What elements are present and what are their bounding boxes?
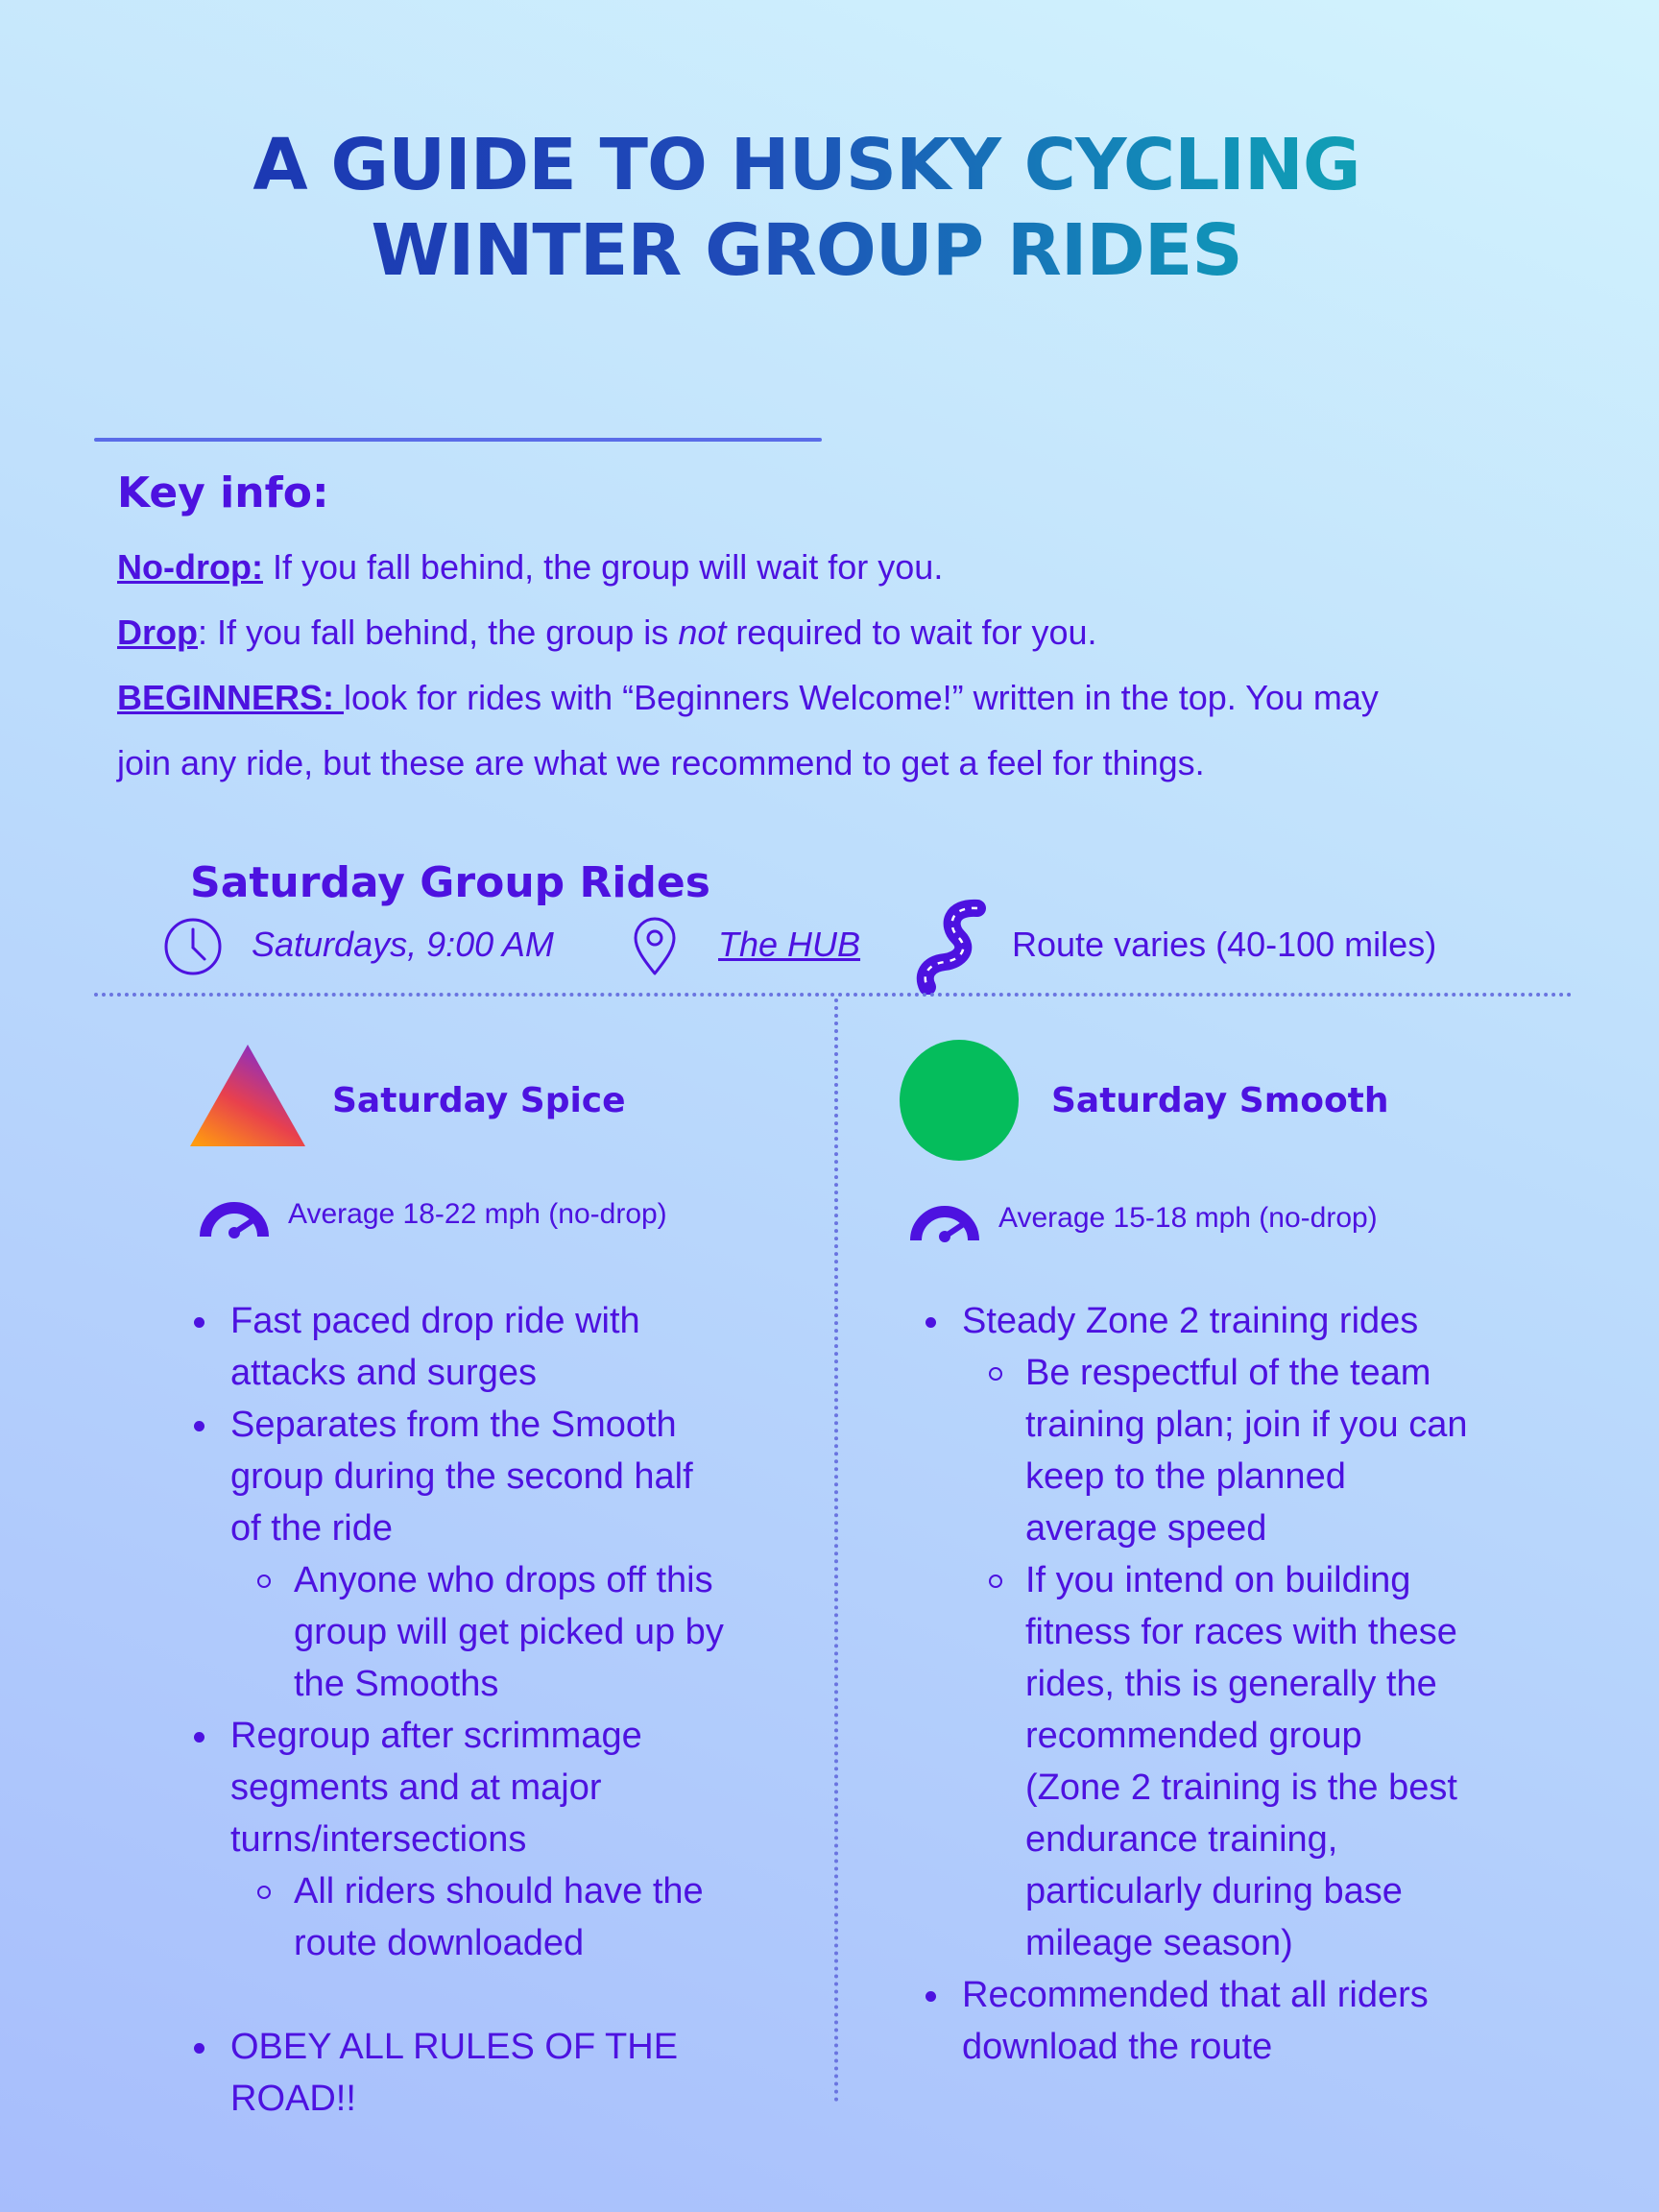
beginners-term: BEGINNERS: (117, 678, 345, 717)
speedometer-icon (906, 1189, 983, 1244)
drop-emphasis: not (678, 613, 727, 652)
drop-text-before: : If you fall behind, the group is (198, 613, 679, 652)
sub-list-item: Anyone who drops off this group will get picked up by the Smooths (192, 1554, 806, 1710)
sub-list-item: If you intend on building fitness for races with these rides, this is generally the recommended group (Zone 2 training is the best endurance training, particularly during base mileage season) (924, 1554, 1596, 1969)
key-info-drop (117, 613, 1097, 653)
key-info-beginners (117, 678, 1379, 718)
saturday-heading: Saturday Group Rides (190, 858, 710, 907)
beginners-text-line-2: join any ride, but these are what we recommend to get a feel for things. (117, 743, 1205, 782)
sub-list-item: Be respectful of the team training plan; join if you can keep to the planned average speed (924, 1347, 1596, 1554)
list-item: Separates from the Smooth group during the second half of the ride (192, 1399, 806, 1554)
winding-road-icon (912, 899, 989, 995)
drop-term: Drop (117, 613, 198, 652)
speedometer-icon (196, 1185, 273, 1240)
no-drop-text: If you fall behind, the group will wait for you. (262, 547, 944, 587)
clock-icon (163, 917, 223, 976)
ride-location-link[interactable]: The HUB (718, 925, 861, 964)
smooth-bullet-list (924, 1295, 1596, 2073)
map-pin-icon (632, 917, 678, 976)
vertical-dotted-divider (834, 998, 838, 2103)
list-item: Fast paced drop ride with attacks and surges (192, 1295, 806, 1399)
smooth-group-name: Saturday Smooth (1051, 1081, 1389, 1120)
drop-text-after: required to wait for you. (726, 613, 1097, 652)
smooth-speed: Average 15-18 mph (no-drop) (998, 1202, 1378, 1234)
triangle-icon (188, 1043, 307, 1148)
page-title-line-2: WINTER GROUP RIDES (0, 215, 1613, 286)
spice-speed: Average 18-22 mph (no-drop) (288, 1198, 667, 1230)
list-item: Regroup after scrimmage segments and at major turns/intersections (192, 1710, 806, 1865)
horizontal-dotted-divider (94, 993, 1573, 997)
list-item: Steady Zone 2 training rides (924, 1295, 1596, 1347)
key-info-heading: Key info: (117, 469, 329, 517)
list-item: Recommended that all riders download the route (924, 1969, 1596, 2073)
ride-time: Saturdays, 9:00 AM (252, 925, 554, 964)
route-description: Route varies (40-100 miles) (1012, 925, 1437, 964)
divider-rule (94, 438, 822, 442)
page-title-line-1: A GUIDE TO HUSKY CYCLING (0, 130, 1613, 201)
sub-list-item: All riders should have the route downloaded (192, 1865, 806, 1969)
list-item: OBEY ALL RULES OF THE ROAD!! (192, 2021, 806, 2125)
circle-icon (899, 1039, 1020, 1162)
beginners-text-line-1: look for rides with “Beginners Welcome!” written in the top. You may (344, 678, 1379, 717)
spice-bullet-list (192, 1295, 806, 2125)
spice-group-name: Saturday Spice (332, 1081, 626, 1120)
no-drop-term: No-drop: (117, 547, 263, 587)
key-info-no-drop (117, 547, 943, 588)
